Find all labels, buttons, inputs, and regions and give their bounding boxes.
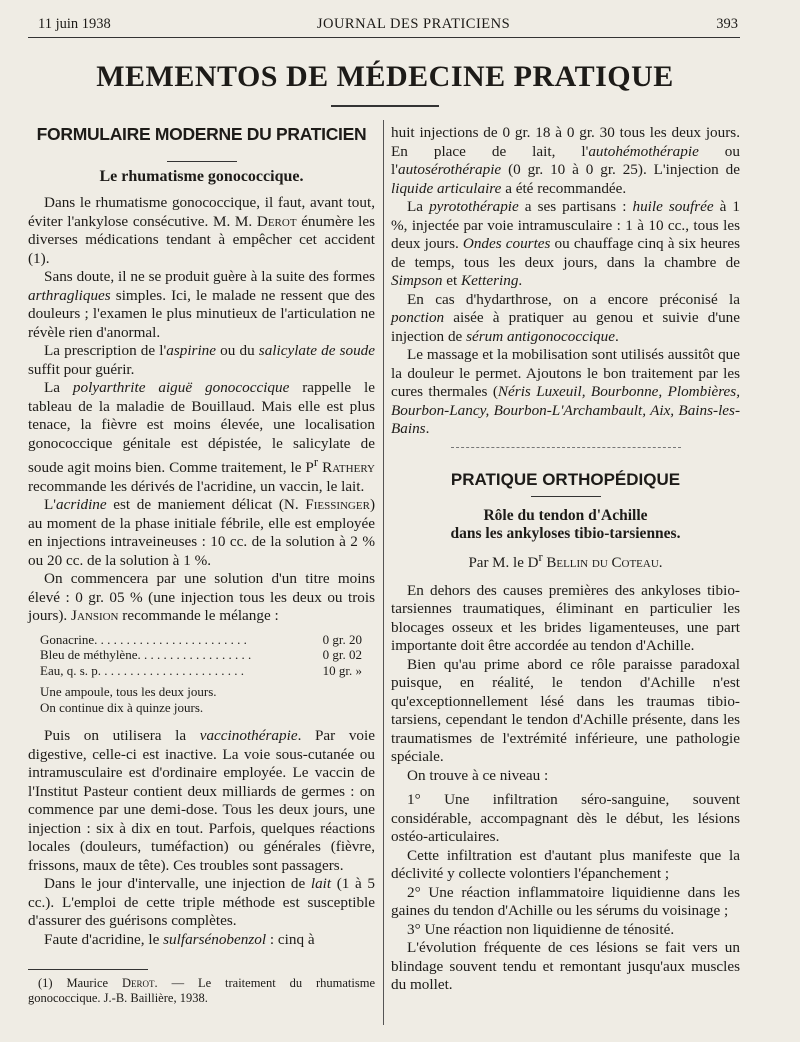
paragraph: 1° Une infiltration séro-sanguine, souvent considérable, accompagnant dès le début, les lésions ostéo-articulaires. <box>391 791 740 845</box>
section-separator <box>451 447 681 448</box>
formula-row: Gonacrine. . . . . . . . . . . . . . . . . . . . . . . . 0 gr. 20 <box>40 631 362 647</box>
main-title: MEMENTOS DE MÉDECINE PRATIQUE <box>96 60 674 93</box>
article-subtitle: Le rhumatisme gonococcique. <box>99 168 304 185</box>
page-number: 393 <box>716 16 738 32</box>
article-author: Par M. le $D^r$ Bellin du Coteau. <box>468 549 663 571</box>
paragraph: Sans doute, il ne se produit guère à la suite des formes arthragliques simples. Ici, le malade ne ressent que des douleurs ; l'examen le plus minutieux de l'articulation ne révèle rien d'anormal. <box>28 268 375 341</box>
page-header <box>38 16 738 33</box>
section-rule <box>531 496 601 497</box>
title-rule <box>331 105 439 107</box>
paragraph: 2° Une réaction inflammatoire liquidienne dans les gaines du tendon d'Achille ou les sérums du voisinage ; <box>391 883 740 919</box>
paragraph: huit injections de 0 gr. 18 à 0 gr. 30 tous les deux jours. En place de lait, l'autohémothérapie ou l'autosérothérapie (0 gr. 10 à 0 gr. 25). L'injection de liquide articulaire a été recommandée. <box>391 124 740 197</box>
formula-table <box>40 632 362 679</box>
paragraph: L'évolution fréquente de ces lésions se fait vers un blindage souvent tendu et remontant jusqu'aux muscles du mollet. <box>391 939 740 993</box>
formula-note: On continue dix à quinze jours. <box>40 699 204 715</box>
paragraph: Cette infiltration est d'autant plus manifeste que la déclivité y collecte volontiers l'épanchement ; <box>391 846 740 882</box>
paragraph: Bien qu'au prime abord ce rôle paraisse paradoxal puisque, en réalité, le tendon d'Achille n'est qu'exceptionnellement lésé dans les traumas tibio-tarsiens, cependant le tendon d'Achille présente, dans les traumatismes de l'extrémité inférieure, une pathologie spéciale. <box>391 655 740 765</box>
formula-note: Une ampoule, tous les deux jours. <box>40 684 217 700</box>
paragraph: La polyarthrite aiguë gonococcique rappelle le tableau de la maladie de Bouillaud. Mais elle est plus tenace, la fièvre est moins élevée, une localisation gonococcique génitale est dépistée, le salicylate de soude agit moins bien. Comme traitement, le $P^r$ Rathery recommande les dérivés de l'acridine, un vaccin, le lait. <box>28 379 375 495</box>
journal-name: JOURNAL DES PRATICIENS <box>316 16 511 32</box>
footnote-rule <box>28 969 148 970</box>
paragraph: Faute d'acridine, le sulfarsénobenzol : cinq à <box>44 930 315 948</box>
section-rule <box>167 161 237 162</box>
paragraph: L'acridine est de maniement délicat (N. Fiessinger) au moment de la phase initiale fébrile, elle est employée en injections intraveineuses : 10 cc. de la solution à 2 % ou 20 cc. de la solution à 1 %. <box>28 496 375 569</box>
paragraph: Puis on utilisera la vaccinothérapie. Par voie digestive, celle-ci est inactive. La voie sous-cutanée ou intramusculaire est d'ordinaire employée. Le vaccin de l'Institut Pasteur contient deux milliards de germes : on commence par une demi-dose. Tous les deux jours, une injection : six à dix en tout. Parfois, quelques réactions locales (douleurs, tuméfaction) ou générales (fièvre, frissons, maux de tête). Ces troubles sont passagers. <box>28 727 375 874</box>
paragraph: On trouve à ce niveau : <box>407 766 549 784</box>
paragraph: Dans le rhumatisme gonococcique, il faut, avant tout, éviter l'ankylose consécutive. M. M. Derot énumère les diverses médications tendant à empêcher cet accident (1). <box>28 194 375 267</box>
left-column <box>28 124 375 1018</box>
paragraph: La prescription de l'aspirine ou du salicylate de soude suffit pour guérir. <box>28 342 375 378</box>
paragraph: 3° Une réaction non liquidienne de ténosité. <box>407 920 675 938</box>
formula-row: Bleu de méthylène. . . . . . . . . . . . . . . . . . 0 gr. 02 <box>40 647 362 663</box>
paragraph: Dans le jour d'intervalle, une injection de lait (1 à 5 cc.). L'emploi de cette triple méthode est susceptible d'assurer des guérisons complètes. <box>28 875 375 930</box>
footnote: (1) Maurice Derot. — Le traitement du rhumatisme gonococcique. J.-B. Baillière, 1938. <box>28 976 375 1005</box>
column-divider <box>383 120 384 1025</box>
paragraph: La pyrotothérapie a ses partisans : huile soufrée à 1 %, injectée par voie intramusculaire : 1 à 10 cc., tous les deux jours. Ondes courtes ou chauffage cinq à six heures de temps, tous les deux jours, dans la chambre de Simpson et Kettering. <box>391 198 741 289</box>
issue-date: 11 juin 1938 <box>38 16 111 32</box>
paragraph: En cas d'hydarthrose, on a encore préconisé la ponction aisée à pratiquer au genou et suivie d'une injection de sérum antigonococcique. <box>391 290 740 345</box>
section-title-orthopedique: PRATIQUE ORTHOPÉDIQUE <box>450 469 681 489</box>
paragraph: En dehors des causes premières des ankyloses tibio-tarsiennes traumatiques, éliminant en particulier les blocages osseux et les brides ligamenteuses, une part importante doit être accordée au tendon d'Achille. <box>391 581 740 654</box>
paragraph: Le massage et la mobilisation sont utilisés aussitôt que la douleur le permet. Ajoutons le bon traitement par les cures thermales (Néris Luxeuil, Bourbonne, Plombières, Bourbon-Lancy, Bourbon-L'Archambault, Aix, Bains-les-Bains. <box>391 346 740 437</box>
section-title-formulaire: FORMULAIRE MODERNE DU PRATICIEN <box>36 124 367 144</box>
right-column <box>391 124 740 995</box>
header-rule <box>28 37 740 38</box>
paragraph: On commencera par une solution d'un titre moins élevé : 0 gr. 05 % (une injection tous les deux ou trois jours). Jansion recommande le mélange : <box>28 570 375 625</box>
formula-row: Eau, q. s. p. . . . . . . . . . . . . . . . . . . . . . . 10 gr. » <box>40 662 362 678</box>
article-title: Rôle du tendon d'Achille dans les ankyloses tibio-tarsiennes. <box>450 506 681 542</box>
